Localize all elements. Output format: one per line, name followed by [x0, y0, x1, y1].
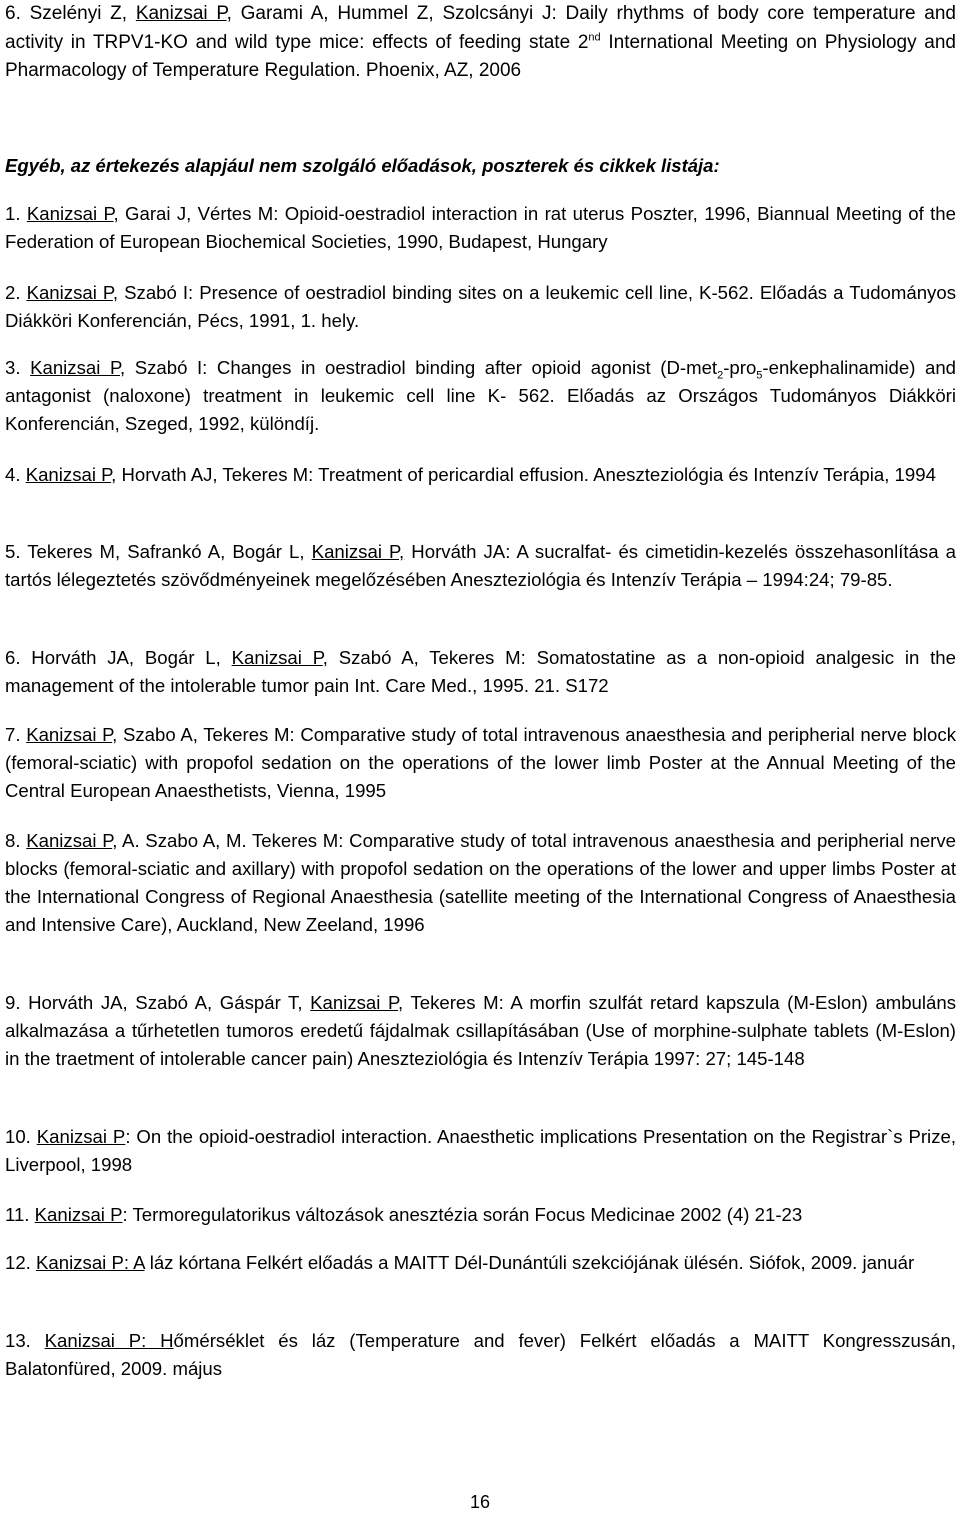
entry-authors: Szelényi Z, [29, 3, 136, 24]
entry-text: -enkephalinamide) and antagonist (naloxone) treatment in leukemic cell line K- 562. Előadás az Országos Tudományos Diákköri Konferencián, Szeged, 1992, különdíj. [5, 357, 956, 434]
list-item [5, 721, 956, 805]
superscript: nd [588, 31, 601, 44]
entry-text: , A. Szabo A, M. Tekeres M: Comparative study of total intravenous anaesthesia and peripherial nerve blocks (femoral-sciatic and axillary) with propofol sedation on the operations of the lower and upper limbs Poster at the International Congress of Regional Anaesthesia (satellite meeting of the International Congress of Anaesthesia and Intensive Care), Auckland, New Zeeland, 1996 [5, 830, 956, 935]
author-name-underlined: Kanizsai P [26, 830, 113, 851]
author-name-underlined: Kanizsai P [26, 724, 113, 745]
list-item [5, 827, 956, 939]
entry-number: 1. [5, 203, 27, 224]
entry-number: 6. [5, 3, 30, 24]
entry-text: , Szabó A, Tekeres M: Somatostatine as a non-opioid analgesic in the management of the intolerable tumor pain Int. Care Med., 1995. 21. S172 [5, 647, 956, 696]
list-item [5, 644, 956, 700]
entry-authors: 6. Horváth JA, Bogár L, [5, 647, 232, 668]
entry-authors: 9. Horváth JA, Szabó A, Gáspár T, [5, 992, 311, 1013]
author-name-underlined: Kanizsai P [26, 203, 114, 224]
author-name-underlined: Kanizsai P [25, 464, 112, 485]
author-name-underlined: Kanizsai P: A [36, 1252, 145, 1273]
list-item [5, 1249, 956, 1277]
publication-entry-6 [5, 0, 956, 86]
entry-text: őmérséklet és láz (Temperature and fever) Felkért előadás a MAITT Kongresszusán, Balatonfüred, 2009. május [5, 1330, 957, 1379]
subscript: 5 [756, 369, 763, 382]
entry-number: 8. [5, 830, 27, 851]
entry-text: International Meeting on Physiology and Pharmacology of Temperature Regulation. Phoenix, AZ, 2006 [5, 31, 957, 81]
page-number: 16 [469, 1492, 491, 1512]
author-name-underlined: Kanizsai P [30, 357, 120, 378]
entry-number: 10. [5, 1126, 37, 1147]
entry-number: 4. [5, 464, 26, 485]
list-item [5, 279, 956, 335]
list-item [5, 538, 956, 594]
section-heading: Egyéb, az értekezés alapjául nem szolgáló előadások, poszterek és cikkek listája: [5, 155, 720, 176]
entry-text: , Szabó I: Presence of oestradiol binding sites on a leukemic cell line, K-562. Előadás a Tudományos Diákköri Konferencián, Pécs, 1991, 1. hely. [5, 282, 956, 331]
list-item [5, 1327, 956, 1383]
author-name-underlined: Kanizsai P [26, 282, 113, 303]
entry-number: 13. [5, 1330, 45, 1351]
list-item [5, 1201, 956, 1229]
entry-authors: 5. Tekeres M, Safrankó A, Bogár L, [5, 541, 312, 562]
list-item [5, 200, 956, 256]
author-name-underlined: Kanizsai P [135, 3, 227, 24]
entry-text: , Szabó I: Changes in oestradiol binding after opioid agonist (D-met [119, 357, 718, 378]
list-item [5, 461, 956, 489]
entry-text: , Szabo A, Tekeres M: Comparative study of total intravenous anaesthesia and peripherial nerve block (femoral-sciatic) with propofol sedation on the operations of the lower limb Poster at the Annual Meeting of the Central European Anaesthetists, Vienna, 1995 [5, 724, 956, 801]
entry-text: : Termoregulatorikus változások anesztézia során Focus Medicinae 2002 (4) 21-23 [122, 1204, 803, 1225]
entry-number: 3. [5, 357, 31, 378]
entry-number: 7. [5, 724, 27, 745]
list-item [5, 1123, 956, 1179]
author-name-underlined: Kanizsai P, [311, 541, 405, 562]
list-item [5, 989, 956, 1073]
entry-text: Horváth JA: A sucralfat- és cimetidin-kezelés összehasonlítása a tartós lélegeztetés szövődményeinek megelőzésében Aneszteziológia és Intenzív Terápia – 1994:24; 79-85. [5, 541, 956, 590]
author-name-underlined: Kanizsai P [310, 992, 399, 1013]
entry-number: 11. [5, 1204, 35, 1225]
subscript: 2 [717, 369, 724, 382]
entry-text: : On the opioid-oestradiol interaction. Anaesthetic implications Presentation on the Registrar`s Prize, Liverpool, 1998 [5, 1126, 956, 1175]
entry-text: , Garami A, Hummel Z, Szolcsányi J: Daily rhythms of body core temperature and activity in TRPV1-KO and wild type mice: effects of feeding state 2 [5, 3, 956, 53]
entry-number: 12. [5, 1252, 37, 1273]
entry-text: -pro [723, 357, 757, 378]
author-name-underlined: Kanizsai P [36, 1126, 126, 1147]
author-name-underlined: Kanizsai P [34, 1204, 123, 1225]
entry-text: , Tekeres M: A morfin szulfát retard kapszula (M-Eslon) ambuláns alkalmazása a tűrhetetlen tumoros eredetű fájdalmak csillapításában (Use of morphine-sulphate tablets (M-Eslon) in the traetment of intolerable cancer pain) Aneszteziológia és Intenzív Terápia 1997: 27; 145-148 [5, 992, 956, 1069]
author-name-underlined: Kanizsai P: H [44, 1330, 174, 1351]
entry-number: 2. [5, 282, 27, 303]
entry-text: , Horvath AJ, Tekeres M: Treatment of pericardial effusion. Aneszteziológia és Intenzív Terápia, 1994 [111, 464, 936, 485]
entry-text: , Garai J, Vértes M: Opioid-oestradiol interaction in rat uterus Poszter, 1996, Biannual Meeting of the Federation of European Biochemical Societies, 1990, Budapest, Hungary [5, 203, 956, 252]
list-item [5, 354, 956, 438]
entry-text: láz kórtana Felkért előadás a MAITT Dél-Dunántúli szekciójának ülésén. Siófok, 2009. január [144, 1252, 915, 1273]
author-name-underlined: Kanizsai P [231, 647, 323, 668]
